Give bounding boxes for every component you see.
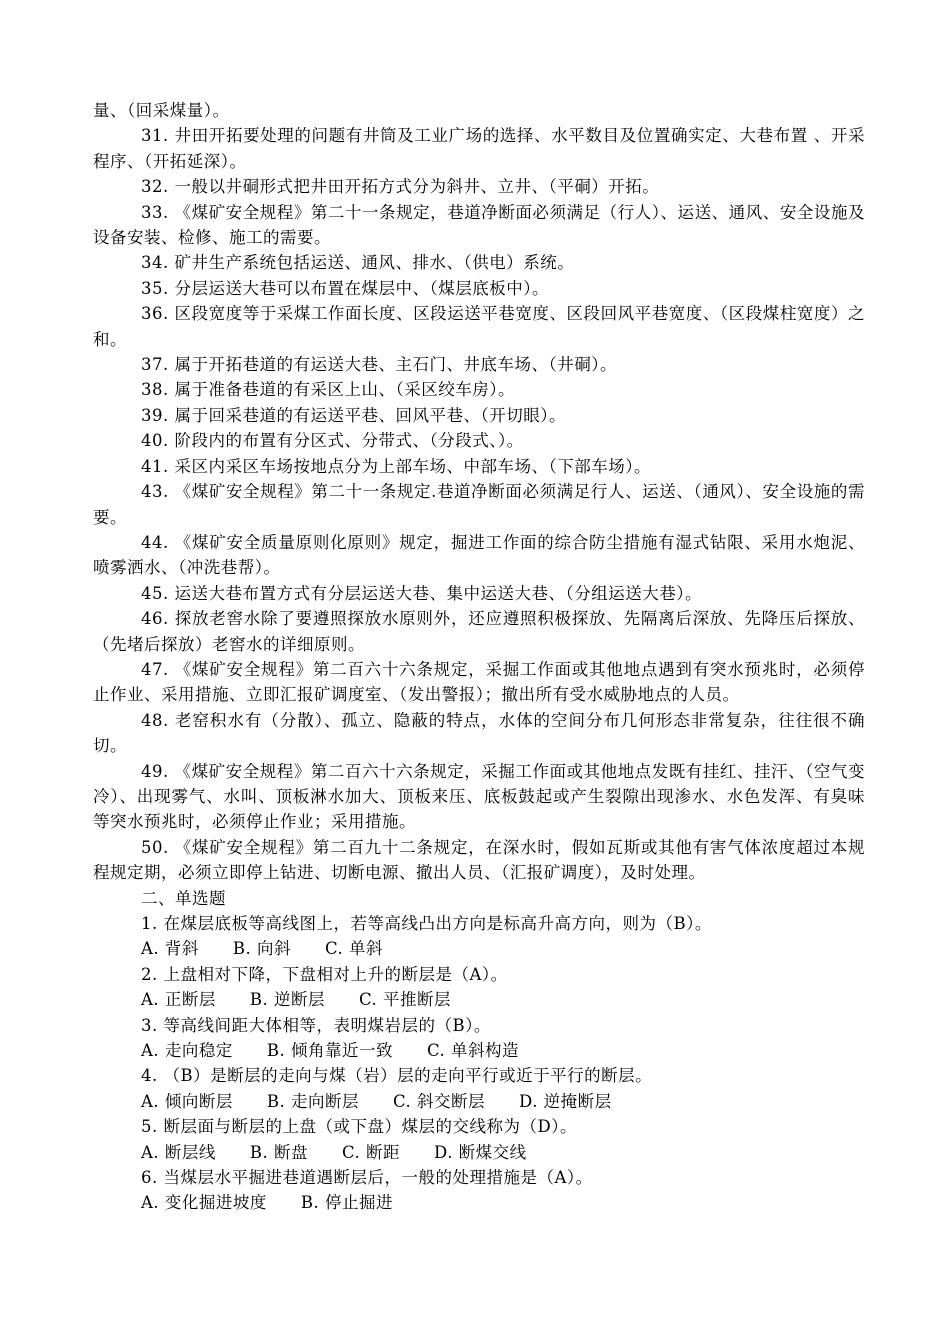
choice-question-5: 5. 断层面与断层的上盘（或下盘）煤层的交线称为（D）。 (141, 1117, 577, 1137)
fill-item-44: 44. 《煤矿安全质量原则化原则》规定，掘进工作面的综合防尘措施有湿式钻限、采用水炮泥、喷雾洒水、（冲洗巷帮）。 (93, 532, 865, 578)
choice-question-4: 4. （B）是断层的走向与煤（岩）层的走向平行或近于平行的断层。 (141, 1066, 653, 1086)
choice-question-2: 2. 上盘相对下降，下盘相对上升的断层是（A）。 (141, 964, 508, 984)
fill-item-47: 47. 《煤矿安全规程》第二百六十六条规定，采掘工作面或其他地点遇到有突水预兆时，必须停止作业、采用措施、立即汇报矿调度室、（发出警报）；撤出所有受水威胁地点的人员。 (93, 659, 865, 705)
fill-item-48: 48. 老窑积水有（分散）、孤立、隐蔽的特点，水体的空间分布几何形态非常复杂，往往很不确切。 (93, 710, 865, 756)
fill-item-33: 33. 《煤矿安全规程》第二十一条规定，巷道净断面必须满足（行人）、运送、通风、安全设施及设备安装、检修、施工的需要。 (93, 202, 865, 248)
choice-question-6: 6. 当煤层水平掘进巷道遇断层后，一般的处理措施是（A）。 (141, 1168, 593, 1188)
fill-item-41: 41. 采区内采区车场按地点分为上部车场、中部车场、（下部车场）。 (141, 456, 651, 476)
fill-item-35: 35. 分层运送大巷可以布置在煤层中、（煤层底板中）。 (141, 278, 549, 298)
choice-question-1: 1. 在煤层底板等高线图上，若等高线凸出方向是标高升高方向，则为（B）。 (141, 914, 712, 933)
fill-item-31: 31. 井田开拓要处理的问题有井筒及工业广场的选择、水平数目及位置确实定、大巷布置 、开采程序、（开拓延深）。 (93, 126, 865, 171)
choice-options-3: A. 走向稳定 B. 倾角靠近一致 C. 单斜构造 (141, 1041, 520, 1061)
fill-item-43: 43. 《煤矿安全规程》第二十一条规定.巷道净断面必须满足行人、运送、（通风）、安全设施的需要。 (93, 482, 865, 527)
intro-tail-line: 量、（回采煤量）。 (93, 101, 230, 120)
fill-item-37: 37. 属于开拓巷道的有运送大巷、主石门、井底车场、（井硐）。 (141, 355, 617, 375)
fill-item-32: 32. 一般以井硐形式把井田开拓方式分为斜井、立井、（平硐）开拓。 (141, 177, 660, 197)
fill-item-39: 39. 属于回采巷道的有运送平巷、回风平巷、（开切眼）。 (141, 405, 566, 425)
fill-item-38: 38. 属于准备巷道的有采区上山、（采区绞车房）。 (141, 380, 515, 400)
choice-options-4: A. 倾向断层 B. 走向断层 C. 斜交断层 D. 逆掩断层 (141, 1091, 612, 1111)
choice-options-5: A. 断层线 B. 断盘 C. 断距 D. 断煤交线 (141, 1142, 527, 1162)
choice-options-1: A. 背斜 B. 向斜 C. 单斜 (141, 939, 384, 959)
fill-item-40: 40. 阶段内的布置有分区式、分带式、（分段式、）。 (141, 431, 524, 451)
document-body (93, 98, 865, 1216)
choice-options-6: A. 变化掘进坡度 B. 停止掘进 (141, 1193, 394, 1213)
fill-item-49: 49. 《煤矿安全规程》第二百六十六条规定，采掘工作面或其他地点发既有挂红、挂汗、（空气变冷）、出现雾气、水叫、顶板淋水加大、顶板来压、底板鼓起或产生裂隙出现渗水、水色发浑、有臭味等突水预兆时，必须停止作业；采用措施。 (93, 761, 865, 832)
choice-options-2: A. 正断层 B. 逆断层 C. 平推断层 (141, 990, 452, 1010)
fill-item-36: 36. 区段宽度等于采煤工作面长度、区段运送平巷宽度、区段回风平巷宽度、（区段煤柱宽度）之和。 (93, 304, 865, 349)
fill-item-46: 46. 探放老窖水除了要遵照探放水原则外，还应遵照积极探放、先隔离后深放、先降压后探放、（先堵后探放）老窖水的详细原则。 (93, 609, 865, 654)
fill-item-34: 34. 矿井生产系统包括运送、通风、排水、（供电）系统。 (141, 253, 575, 273)
section-title: 二、单选题 (141, 888, 226, 908)
fill-item-50: 50. 《煤矿安全规程》第二百九十二条规定，在深水时，假如瓦斯或其他有害气体浓度超过本规程规定期，必须立即停上钻进、切断电源、撤出人员、（汇报矿调度），及时处理。 (93, 837, 865, 883)
fill-item-45: 45. 运送大巷布置方式有分层运送大巷、集中运送大巷、（分组运送大巷）。 (141, 583, 702, 603)
choice-question-3: 3. 等高线间距大体相等，表明煤岩层的（B）。 (141, 1015, 491, 1035)
